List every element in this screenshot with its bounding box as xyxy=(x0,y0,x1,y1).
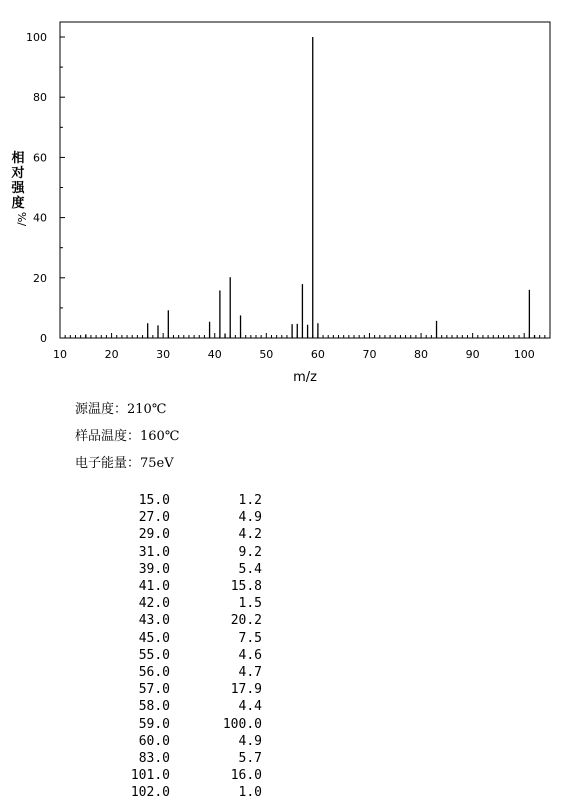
mz-cell: 42.0 xyxy=(138,596,170,612)
intensity-cell: 5.4 xyxy=(238,561,262,577)
mz-cell: 39.0 xyxy=(138,561,170,577)
table-row xyxy=(95,767,262,784)
intensity-cell: 4.9 xyxy=(238,510,262,526)
intensity-cell: 16.0 xyxy=(230,768,262,784)
table-row xyxy=(95,526,262,543)
y-axis-title-char: 强 xyxy=(11,181,25,196)
mass-spectrum-chart xyxy=(0,0,570,395)
mz-cell: 29.0 xyxy=(138,527,170,543)
x-tick-label: 30 xyxy=(156,348,171,361)
intensity-cell: 9.2 xyxy=(238,544,262,560)
mz-cell: 27.0 xyxy=(138,510,170,526)
table-row xyxy=(95,509,262,526)
y-tick-label: 60 xyxy=(33,151,47,165)
mz-cell: 59.0 xyxy=(138,716,170,732)
x-tick-label: 10 xyxy=(53,348,67,361)
mz-cell: 45.0 xyxy=(138,630,170,646)
table-row xyxy=(95,578,262,595)
table-row xyxy=(95,561,262,578)
mz-cell: 15.0 xyxy=(138,493,170,508)
mz-cell: 56.0 xyxy=(138,665,170,681)
mz-cell: 43.0 xyxy=(138,613,170,629)
table-row xyxy=(95,647,262,664)
intensity-cell: 7.5 xyxy=(238,630,262,646)
intensity-cell: 1.5 xyxy=(238,596,262,612)
intensity-cell: 15.8 xyxy=(230,579,262,595)
mz-cell: 41.0 xyxy=(138,579,170,595)
table-row xyxy=(95,630,262,647)
y-tick-label: 40 xyxy=(33,211,47,225)
y-axis-title xyxy=(10,150,28,226)
intensity-cell: 1.0 xyxy=(238,785,262,801)
x-tick-label: 90 xyxy=(465,348,480,361)
intensity-cell: 1.2 xyxy=(238,493,262,508)
source-temperature: 源温度：210℃ xyxy=(75,402,167,417)
y-tick-label: 20 xyxy=(33,271,47,285)
mz-cell: 55.0 xyxy=(138,647,170,663)
y-axis-title-char: 度 xyxy=(11,196,25,211)
mz-cell: 60.0 xyxy=(138,733,170,749)
mz-cell: 102.0 xyxy=(130,785,170,801)
mz-cell: 83.0 xyxy=(138,751,170,767)
sample-temperature: 样品温度：160℃ xyxy=(75,429,180,444)
table-row xyxy=(95,698,262,715)
x-tick-label: 50 xyxy=(259,348,274,361)
y-axis-title-char: 对 xyxy=(11,166,25,181)
intensity-cell: 4.6 xyxy=(238,647,262,663)
x-tick-label: 70 xyxy=(362,348,377,361)
x-tick-label: 80 xyxy=(414,348,429,361)
y-axis-title-char: 相 xyxy=(11,151,25,166)
table-row xyxy=(95,595,262,612)
x-tick-label: 100 xyxy=(513,348,535,361)
mz-cell: 101.0 xyxy=(130,768,170,784)
electron-energy: 电子能量：75eV xyxy=(75,456,174,471)
intensity-cell: 4.2 xyxy=(238,527,262,543)
table-row xyxy=(95,784,262,801)
x-axis-ticks xyxy=(53,333,550,361)
x-tick-label: 20 xyxy=(104,348,119,361)
intensity-cell: 4.4 xyxy=(238,699,262,715)
table-row xyxy=(95,681,262,698)
spectrum-peaks xyxy=(86,37,535,338)
y-tick-label: 80 xyxy=(33,91,47,105)
table-row xyxy=(95,733,262,750)
y-axis-ticks xyxy=(26,31,65,345)
intensity-cell: 100.0 xyxy=(222,716,262,732)
intensity-cell: 4.7 xyxy=(238,665,262,681)
mz-cell: 31.0 xyxy=(138,544,170,560)
table-row xyxy=(95,544,262,561)
y-axis-unit: %/ xyxy=(15,211,28,227)
plot-frame xyxy=(60,22,550,338)
table-row xyxy=(95,612,262,629)
table-row xyxy=(95,664,262,681)
intensity-cell: 17.9 xyxy=(230,682,262,698)
x-tick-label: 60 xyxy=(310,348,325,361)
x-axis-title: m/z xyxy=(293,370,317,385)
y-tick-label: 0 xyxy=(40,332,47,345)
table-row xyxy=(95,716,262,733)
y-tick-label: 100 xyxy=(26,31,47,44)
mz-cell: 58.0 xyxy=(138,699,170,715)
intensity-cell: 20.2 xyxy=(230,613,262,629)
mz-cell: 57.0 xyxy=(138,682,170,698)
x-tick-label: 40 xyxy=(207,348,222,361)
table-row xyxy=(95,750,262,767)
intensity-cell: 5.7 xyxy=(238,751,262,767)
table-row xyxy=(95,492,262,509)
peak-table xyxy=(95,492,262,802)
intensity-cell: 4.9 xyxy=(238,733,262,749)
